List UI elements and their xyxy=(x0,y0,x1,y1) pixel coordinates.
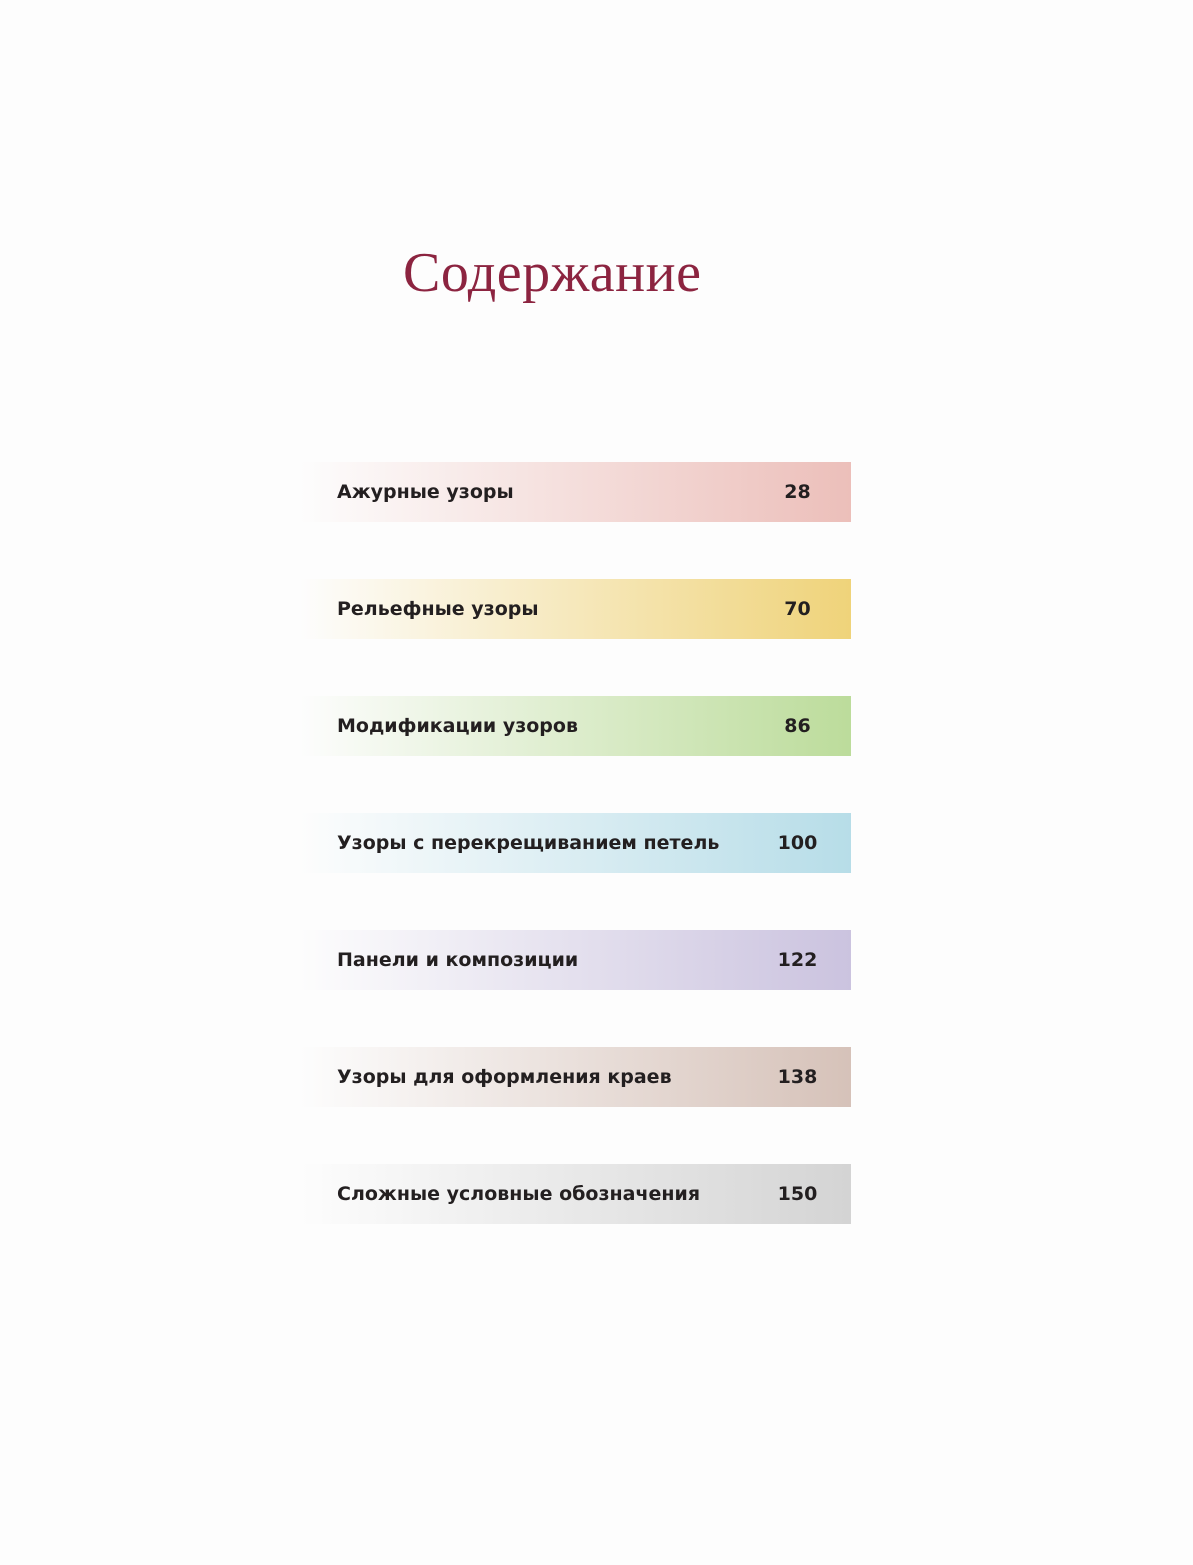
toc-entry-page-number: 150 xyxy=(777,1183,818,1205)
toc-entry-page-number: 86 xyxy=(784,715,811,737)
page-title: Содержание xyxy=(403,242,702,304)
toc-entry-label: Рельефные узоры xyxy=(337,598,539,620)
toc-entry-label: Модификации узоров xyxy=(337,715,578,737)
toc-entry-panels-compositions[interactable] xyxy=(300,930,851,990)
toc-entry-relief-patterns[interactable] xyxy=(300,579,851,639)
toc-entry-lace-patterns[interactable] xyxy=(300,462,851,522)
toc-entry-page-number: 28 xyxy=(784,481,811,503)
toc-entry-page-number: 70 xyxy=(784,598,811,620)
toc-entry-edging-patterns[interactable] xyxy=(300,1047,851,1107)
toc-entry-complex-symbols[interactable] xyxy=(300,1164,851,1224)
toc-entry-pattern-modifications[interactable] xyxy=(300,696,851,756)
toc-entry-page-number: 122 xyxy=(777,949,818,971)
toc-entry-label: Узоры для оформления краев xyxy=(337,1066,672,1088)
toc-entry-label: Ажурные узоры xyxy=(337,481,514,503)
toc-entry-crossed-stitch-patterns[interactable] xyxy=(300,813,851,873)
toc-entry-page-number: 138 xyxy=(777,1066,818,1088)
toc-entry-label: Узоры с перекрещиванием петель xyxy=(337,832,720,854)
toc-entry-label: Панели и композиции xyxy=(337,949,579,971)
toc-entry-label: Сложные условные обозначения xyxy=(337,1183,701,1205)
toc-entry-page-number: 100 xyxy=(777,832,818,854)
table-of-contents xyxy=(300,462,851,1224)
